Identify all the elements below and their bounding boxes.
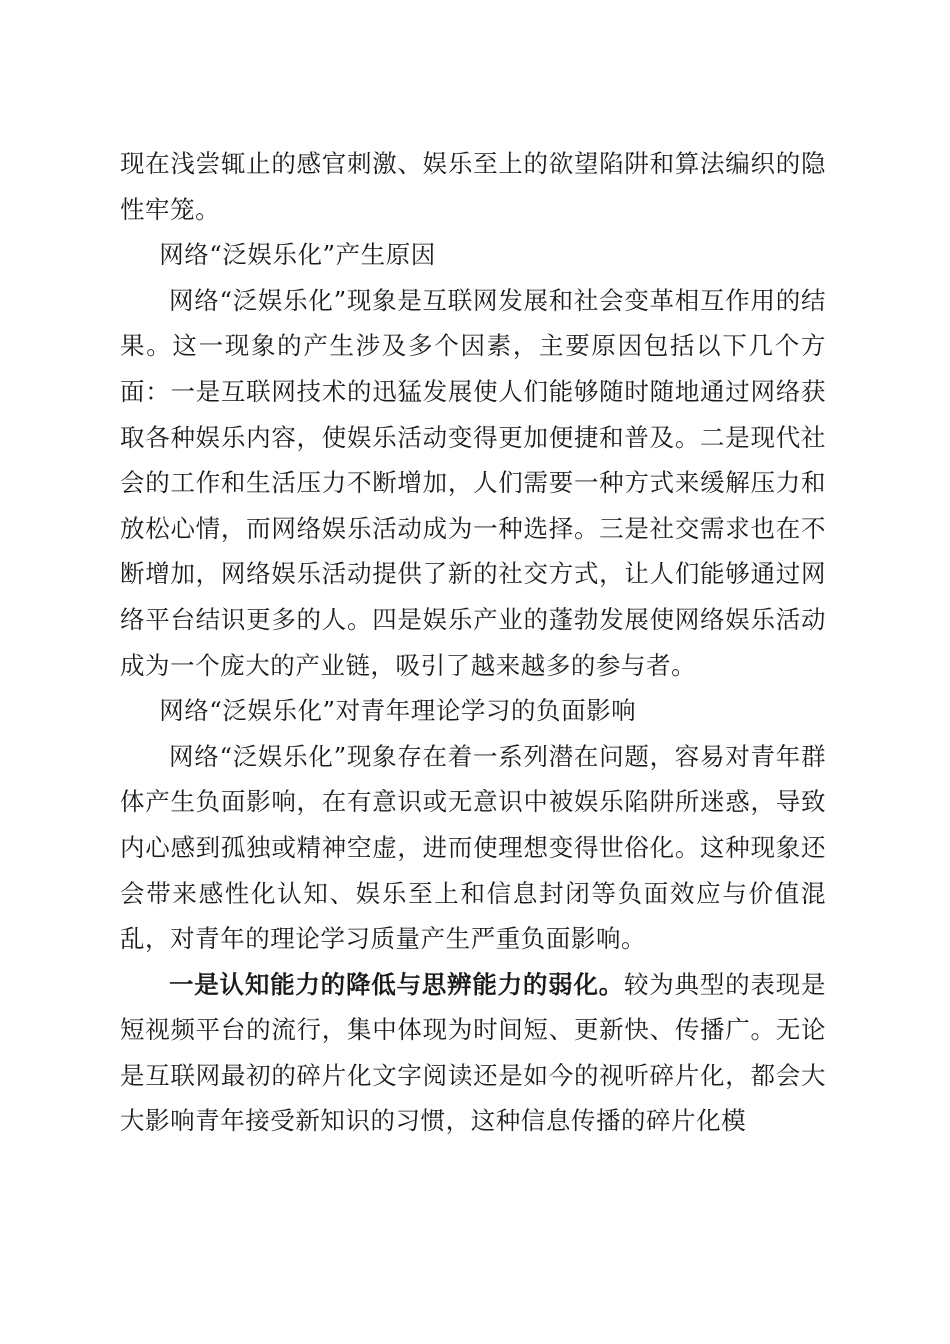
document-body <box>120 141 826 1144</box>
paragraph-body-text: 较为典型的表现是短视频平台的流行，集中体现为时间短、更新快、传播广。无论是互联网最初的碎片化文字阅读还是如今的视听碎片化，都会大大影响青年接受新知识的习惯，这种信息传播的碎片化模 <box>120 969 826 1136</box>
paragraph-negative-impact: 网络“泛娱乐化”现象存在着一系列潜在问题，容易对青年群体产生负面影响，在有意识或无意识中被娱乐陷阱所迷惑，导致内心感到孤独或精神空虚，进而使理想变得世俗化。这种现象还会带来感性化认知、娱乐至上和信息封闭等负面效应与价值混乱，对青年的理论学习质量产生严重负面影响。 <box>120 741 826 954</box>
paragraph-cognitive-decline <box>120 962 826 1144</box>
paragraph-causes: 网络“泛娱乐化”现象是互联网发展和社会变革相互作用的结果。这一现象的产生涉及多个因素，主要原因包括以下几个方面：一是互联网技术的迅猛发展使人们能够随时随地通过网络获取各种娱乐内容，使娱乐活动变得更加便捷和普及。二是现代社会的工作和生活压力不断增加，人们需要一种方式来缓解压力和放松心情，而网络娱乐活动成为一种选择。三是社交需求也在不断增加，网络娱乐活动提供了新的社交方式，让人们能够通过网络平台结识更多的人。四是娱乐产业的蓬勃发展使网络娱乐活动成为一个庞大的产业链，吸引了越来越多的参与者。 <box>120 285 826 680</box>
section-heading-negative-impact: 网络“泛娱乐化”对青年理论学习的负面影响 <box>159 696 637 726</box>
paragraph-lead-sentence: 一是认知能力的降低与思辨能力的弱化。 <box>169 969 624 999</box>
paragraph-continuation: 现在浅尝辄止的感官刺激、娱乐至上的欲望陷阱和算法编织的隐性牢笼。 <box>120 149 826 224</box>
section-heading-causes: 网络“泛娱乐化”产生原因 <box>159 240 436 270</box>
